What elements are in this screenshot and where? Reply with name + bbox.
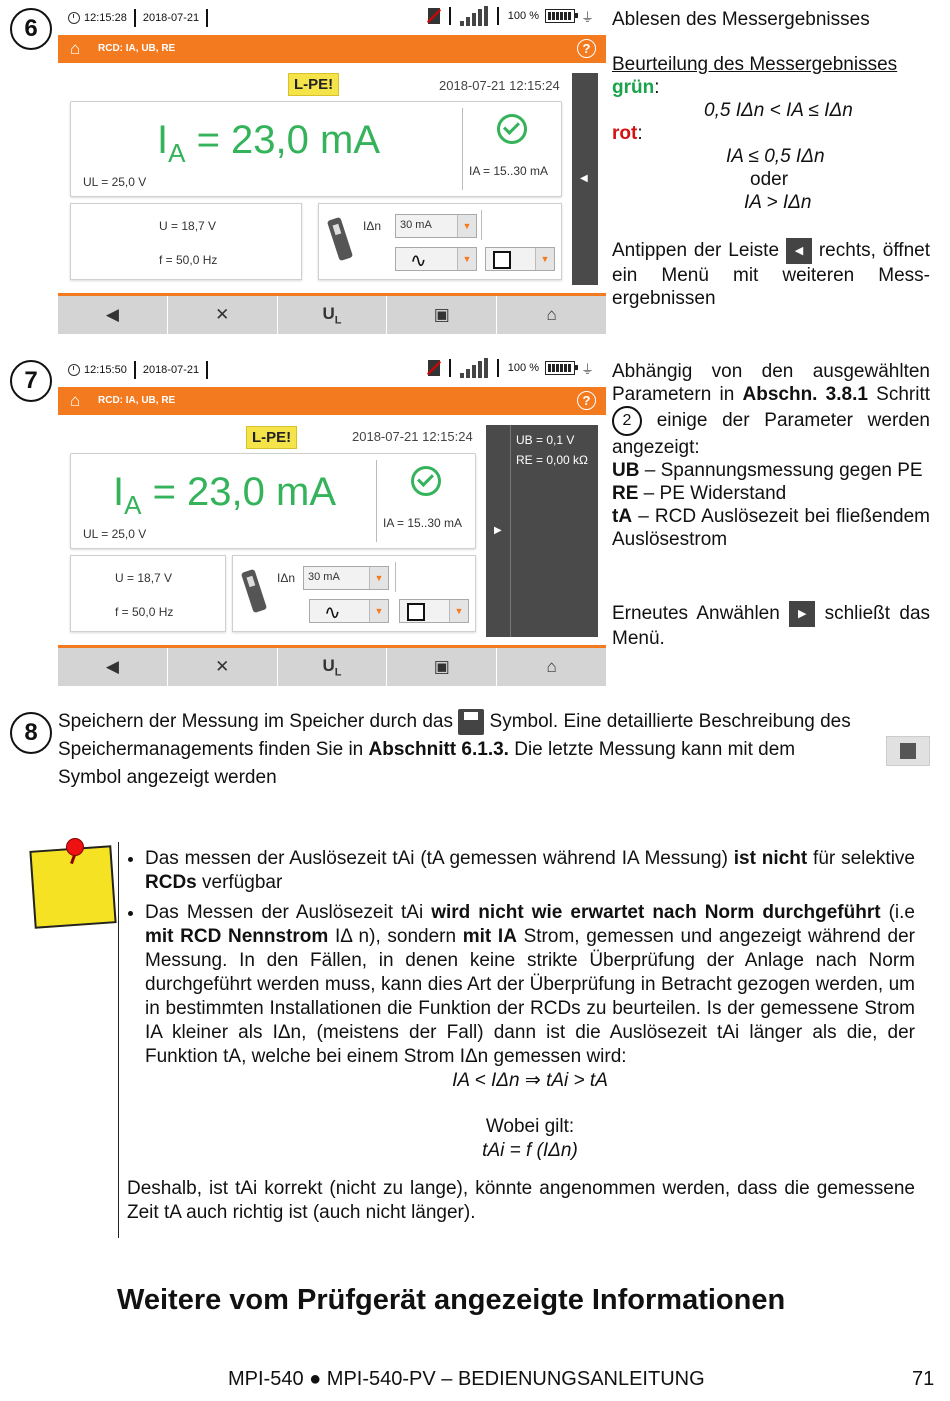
- step7-description: [612, 360, 930, 650]
- ac-wave-icon: ∿: [410, 250, 427, 272]
- arrow-right-icon: ▶: [494, 525, 502, 536]
- chevron-down-icon: ▼: [369, 567, 388, 589]
- battery-percent: 100 %: [507, 362, 539, 374]
- results-menu-bar[interactable]: [572, 73, 598, 285]
- chevron-down-icon: ▼: [449, 600, 468, 622]
- probe-icon: [241, 569, 267, 613]
- bottom-toolbar: [58, 645, 606, 686]
- back-button[interactable]: [58, 296, 168, 334]
- ub-value: UB = 0,1 V: [516, 433, 575, 447]
- step-number-7: 7: [10, 360, 52, 402]
- ul-value: UL = 25,0 V: [83, 527, 147, 541]
- note-box: [127, 847, 915, 1225]
- evaluation-title: Beurteilung des Messergebnisses: [612, 54, 898, 75]
- header-title: RCD: IA, UB, RE: [98, 43, 176, 54]
- step-2-circle: 2: [612, 406, 642, 436]
- close-menu-text: Erneutes Anwählen ▶ schließt das Menü.: [612, 601, 930, 650]
- tools-icon: ✕: [215, 657, 230, 676]
- ia-result: $I_A = 23,0$ mA: [157, 118, 381, 168]
- home-button[interactable]: [497, 296, 606, 334]
- chevron-down-icon: ▼: [457, 248, 476, 270]
- signal-icon: [460, 358, 488, 378]
- memory-card-off-icon: [428, 8, 440, 24]
- ia-result: $I_A = 23,0$ mA: [113, 470, 337, 520]
- results-menu-panel[interactable]: [486, 425, 598, 637]
- voltage-panel: [70, 203, 302, 280]
- idn-dropdown[interactable]: 30 mA ▼: [303, 566, 389, 590]
- header-bar: [58, 35, 606, 63]
- ul-icon: $U_L$: [322, 655, 342, 679]
- result-datetime: 2018-07-21 12:15:24: [352, 429, 473, 444]
- pin-icon: [66, 838, 84, 856]
- ul-button[interactable]: [278, 648, 388, 686]
- battery-icon: [545, 9, 575, 23]
- f-value: f = 50,0 Hz: [159, 253, 218, 267]
- save-icon: [458, 709, 484, 735]
- step6-description: Ablesen des Messergebnisses Beurteilung des Messergebnisses grün: 0,5 IΔn < IA ≤ IΔn rot: IA ≤ 0,5 IΔn oder IA > IΔn Antippen der Leiste ◀ rechts, öffnet ein Menü mit weiteren Messergebnissen: [612, 9, 930, 309]
- footer-title: MPI-540 ● MPI-540-PV – BEDIENUNGSANLEITUNG: [228, 1368, 705, 1390]
- ul-icon: $U_L$: [322, 303, 342, 327]
- red-or: oder: [750, 169, 789, 190]
- home-icon: ⌂: [546, 657, 557, 676]
- status-bar: [58, 0, 606, 34]
- section-heading: Weitere vom Prüfgerät angezeigte Informationen: [117, 1284, 786, 1316]
- ul-value: UL = 25,0 V: [83, 175, 147, 189]
- note-conclusion: Deshalb, ist tAi korrekt (nicht zu lange), könnte angenommen werden, dass die gemessene Zeit tA auch richtig ist (auch nicht länger).: [127, 1178, 915, 1223]
- arrow-right-icon: ▶: [789, 601, 815, 627]
- note-item-1: • Das messen der Auslösezeit tAi (tA gemessen während IA Messung) ist nicht für selektive RCDs verfügbar: [145, 847, 915, 895]
- step-number-6: 6: [10, 8, 52, 50]
- probe-icon: [327, 217, 353, 261]
- rcd-standard-icon: [407, 603, 425, 621]
- red-label: rot: [612, 123, 638, 144]
- rcd-standard-icon: [493, 251, 511, 269]
- arrow-back-icon: ◀: [105, 657, 119, 676]
- green-label: grün: [612, 77, 655, 98]
- chevron-down-icon: ▼: [535, 248, 554, 270]
- header-title: RCD: IA, UB, RE: [98, 395, 176, 406]
- idn-label: IΔn: [277, 571, 296, 585]
- memory-recall-icon: [886, 736, 930, 766]
- clock-icon: [68, 12, 80, 24]
- arrow-left-icon: ◀: [786, 238, 812, 264]
- waveform-dropdown[interactable]: [309, 599, 389, 623]
- waveform-dropdown[interactable]: [395, 247, 477, 271]
- home-icon: ⌂: [546, 305, 557, 324]
- bottom-toolbar: [58, 293, 606, 334]
- red-formula-2: IA > IΔn: [744, 192, 812, 213]
- u-value: U = 18,7 V: [115, 571, 173, 585]
- arrow-left-icon: ◀: [580, 173, 588, 184]
- home-button[interactable]: [497, 648, 606, 686]
- ta-desc: tA – RCD Auslösezeit bei fließendem Auslösestrom: [612, 506, 930, 550]
- help-icon[interactable]: ?: [577, 39, 596, 58]
- home-icon[interactable]: ⌂: [70, 39, 81, 58]
- formula-1: IA < IΔn ⇒ tAi > tA: [452, 1070, 608, 1091]
- wobei-text: Wobei gilt:: [485, 1116, 575, 1137]
- step8-text: Speichern der Messung im Speicher durch das Symbol. Eine detaillierte Beschreibung des Speichermanagements finden Sie in Abschnitt 6.1.3. Die letzte Messung kann mit dem Symbol angezeigt werden: [58, 708, 930, 792]
- home-icon[interactable]: ⌂: [70, 391, 81, 410]
- idn-dropdown[interactable]: 30 mA ▼: [395, 214, 477, 238]
- tools-icon: ✕: [215, 305, 230, 324]
- save-button[interactable]: [387, 648, 497, 686]
- u-value: U = 18,7 V: [159, 219, 217, 233]
- red-formula-1: IA ≤ 0,5 IΔn: [726, 146, 825, 167]
- result-datetime: 2018-07-21 12:15:24: [439, 78, 560, 93]
- lpe-warning: L-PE!: [288, 73, 339, 96]
- rcd-type-dropdown[interactable]: [485, 247, 555, 271]
- settings-panel: [232, 555, 476, 632]
- arrow-back-icon: ◀: [105, 305, 119, 324]
- tap-bar-text: Antippen der Leiste ◀ rechts, öffnet ein Menü mit weiteren Messergebnissen: [612, 238, 930, 310]
- ub-desc: UB – Spannungsmessung gegen PE: [612, 460, 923, 481]
- signal-icon: [460, 6, 488, 26]
- status-bar: [58, 352, 606, 386]
- save-icon: ▣: [433, 305, 450, 324]
- chevron-down-icon: ▼: [457, 215, 476, 237]
- pass-check-icon: [497, 114, 527, 144]
- ia-range: IA = 15..30 mA: [383, 516, 463, 530]
- rcd-type-dropdown[interactable]: [399, 599, 469, 623]
- help-icon[interactable]: ?: [577, 391, 596, 410]
- note-item-2: • Das Messen der Auslösezeit tAi wird nicht wie erwartet nach Norm durchgeführt (i.e mit RCD Nennstrom IΔ n), sondern mit IA Strom, gemessen und angezeigt während der Messung. In den Fällen, in denen keine strikte Überprüfung der Anlage nach Norm durchgeführt werden muss, kann dies Art der Überprüfung in Betracht gezogen werden, um in bestimmten Installationen die Funktion der RCDs zu beurteilen. Is der gemessene Strom IA kleiner als IΔn, (meistens der Fall) dann ist die Auslösezeit tAi länger als die, der Funktion tA, welche bei einem Strom IΔn gemessen wird: IA < IΔn ⇒ tAi > tA Wobei gilt: tAi = f (IΔn): [145, 901, 915, 1163]
- voltage-panel: [70, 555, 226, 632]
- back-button[interactable]: [58, 648, 168, 686]
- re-value: RE = 0,00 kΩ: [516, 453, 589, 467]
- status-time: 12:15:28: [84, 12, 127, 24]
- settings-button[interactable]: [168, 648, 278, 686]
- ac-wave-icon: ∿: [324, 602, 341, 624]
- plug-icon: ⏚: [580, 361, 594, 377]
- settings-panel: [318, 203, 562, 280]
- lpe-warning: L-PE!: [246, 426, 297, 449]
- status-date: 2018-07-21: [142, 364, 200, 376]
- f-value: f = 50,0 Hz: [115, 605, 174, 619]
- re-desc: RE – PE Widerstand: [612, 483, 787, 504]
- step-number-8: 8: [10, 712, 52, 754]
- clock-icon: [68, 364, 80, 376]
- header-bar: [58, 387, 606, 415]
- read-result-text: Ablesen des Messergebnisses: [612, 9, 870, 30]
- result-panel: [70, 453, 476, 549]
- save-button[interactable]: [387, 296, 497, 334]
- plug-icon: ⏚: [580, 9, 594, 25]
- page-number: 71: [912, 1368, 935, 1390]
- formula-2: tAi = f (IΔn): [482, 1140, 578, 1161]
- settings-button[interactable]: [168, 296, 278, 334]
- status-time: 12:15:50: [84, 364, 127, 376]
- params-text: Abhängig von den ausgewählten Parametern in Abschn. 3.8.1 Schritt 2 einige der Parameter werden angezeigt:: [612, 361, 930, 458]
- result-panel: [70, 101, 562, 197]
- chevron-down-icon: ▼: [369, 600, 388, 622]
- ul-button[interactable]: [278, 296, 388, 334]
- battery-icon: [545, 361, 575, 375]
- device-screen-step6: [58, 0, 606, 333]
- save-icon: ▣: [433, 657, 450, 676]
- pass-check-icon: [411, 466, 441, 496]
- status-date: 2018-07-21: [142, 12, 200, 24]
- ia-range: IA = 15..30 mA: [469, 164, 549, 178]
- memory-card-off-icon: [428, 360, 440, 376]
- idn-label: IΔn: [363, 219, 382, 233]
- device-screen-step7: [58, 352, 606, 685]
- battery-percent: 100 %: [507, 10, 539, 22]
- green-formula: 0,5 IΔn < IA ≤ IΔn: [704, 100, 853, 121]
